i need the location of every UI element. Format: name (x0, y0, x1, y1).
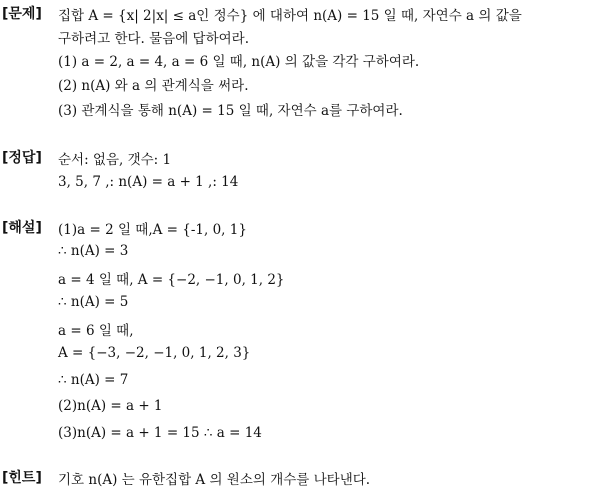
explanation-line-7: ∴ n(A) = 7 (58, 372, 129, 388)
hint-line-1: 기호 n(A) 는 유한집합 A 의 원소의 개수를 나타낸다. (58, 472, 371, 488)
explanation-line-5: a = 6 일 때, (58, 323, 134, 339)
explanation-line-4: ∴ n(A) = 5 (58, 294, 129, 310)
hint-tag: [힌트] (2, 470, 42, 486)
problem-tag: [문제] (2, 6, 42, 22)
explanation-line-3: a = 4 일 때, A = {−2, −1, 0, 1, 2} (58, 272, 285, 288)
explanation-line-8: (2)n(A) = a + 1 (58, 398, 163, 414)
explanation-line-1: (1)a = 2 일 때,A = {-1, 0, 1} (58, 222, 247, 238)
problem-line-4: (2) n(A) 와 a 의 관계식을 써라. (58, 78, 249, 94)
problem-line-3: (1) a = 2, a = 4, a = 6 일 때, n(A) 의 값을 각각 구하여라. (58, 54, 420, 70)
problem-line-5: (3) 관계식을 통해 n(A) = 15 일 때, 자연수 a를 구하여라. (58, 103, 403, 119)
explanation-line-9: (3)n(A) = a + 1 = 15 ∴ a = 14 (58, 425, 262, 441)
explanation-line-6: A = {−3, −2, −1, 0, 1, 2, 3} (58, 345, 251, 361)
explanation-line-2: ∴ n(A) = 3 (58, 243, 129, 259)
answer-tag: [정답] (2, 150, 42, 166)
problem-line-1: 집합 A = {x| 2|x| ≤ a인 정수} 에 대하여 n(A) = 15 일 때, 자연수 a 의 값을 (58, 8, 522, 24)
answer-line-2: 3, 5, 7 ,: n(A) = a + 1 ,: 14 (58, 174, 239, 190)
answer-line-1: 순서: 없음, 갯수: 1 (58, 152, 172, 168)
explanation-tag: [해설] (2, 220, 42, 236)
problem-line-2: 구하려고 한다. 물음에 답하여라. (58, 31, 249, 47)
